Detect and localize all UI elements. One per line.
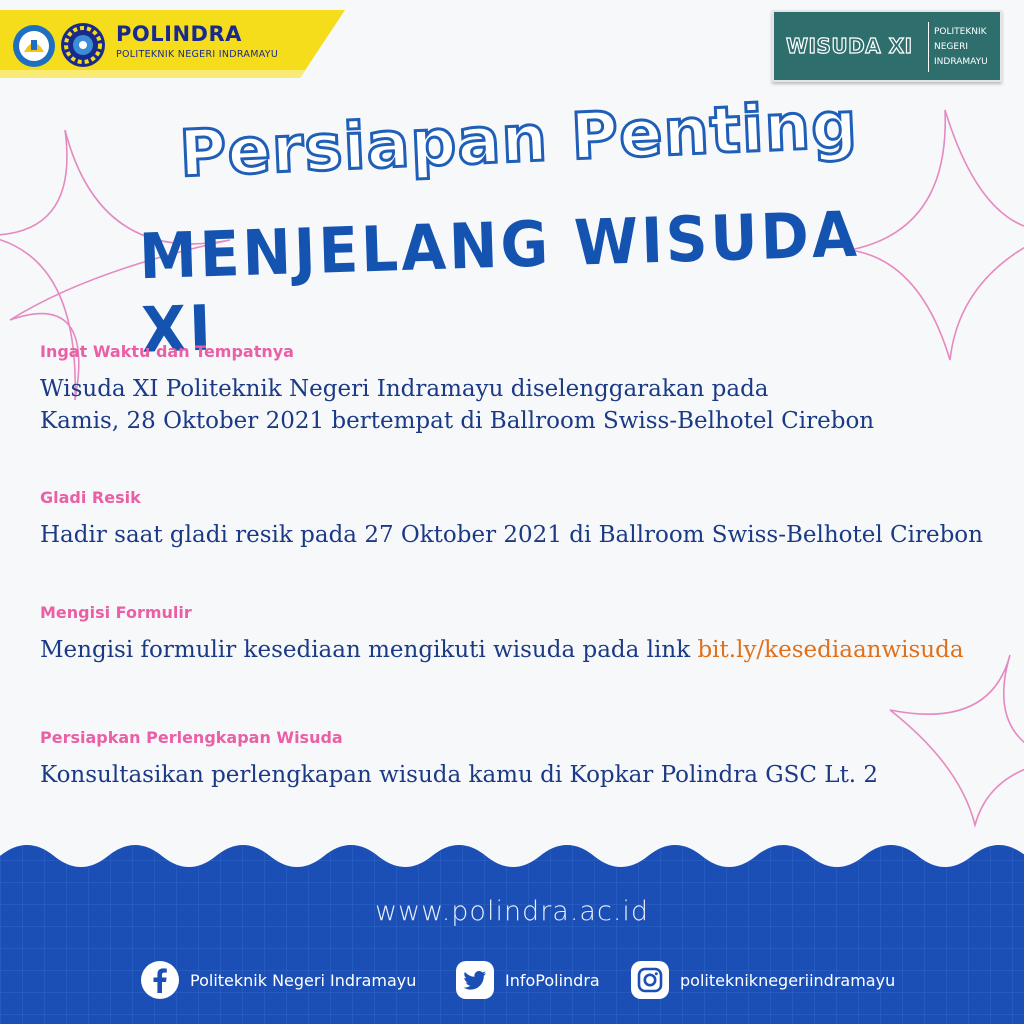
twitter-icon xyxy=(455,960,495,1000)
badge-divider xyxy=(928,22,929,72)
twitter-link[interactable] xyxy=(455,958,600,1002)
badge-org-line: INDRAMAYU xyxy=(934,57,988,67)
body-text: Mengisi formulir kesediaan mengikuti wisuda pada link xyxy=(40,637,698,663)
wisuda-badge xyxy=(772,10,1002,82)
body-line: Konsultasikan perlengkapan wisuda kamu di Kopkar Polindra GSC Lt. 2 xyxy=(40,762,879,788)
polindra-logo-icon xyxy=(60,22,106,68)
facebook-icon xyxy=(140,960,180,1000)
section-body xyxy=(40,634,1000,666)
badge-org-line: POLITEKNIK xyxy=(934,27,987,37)
body-line: Hadir saat gladi resik pada 27 Oktober 2021 di Ballroom Swiss-Belhotel Cirebon xyxy=(40,522,983,548)
section-time-place xyxy=(40,342,1000,437)
headline-line-2: MENJELANG WISUDA XI xyxy=(138,197,861,367)
headline-line-1: Persiapan Penting xyxy=(178,88,860,192)
section-body xyxy=(40,373,1000,437)
body-line: Kamis, 28 Oktober 2021 bertempat di Ballroom Swiss-Belhotel Cirebon xyxy=(40,408,875,434)
kemdikbud-logo-icon xyxy=(12,24,56,68)
brand-subtitle: POLITEKNIK NEGERI INDRAMAYU xyxy=(116,49,279,60)
section-formulir xyxy=(40,603,1000,666)
section-heading: Gladi Resik xyxy=(40,488,141,507)
badge-org xyxy=(934,25,1002,70)
facebook-link[interactable] xyxy=(140,958,416,1002)
section-heading: Mengisi Formulir xyxy=(40,603,192,622)
instagram-link[interactable] xyxy=(630,958,895,1002)
body-line: Wisuda XI Politeknik Negeri Indramayu diselenggarakan pada xyxy=(40,376,769,402)
instagram-label: politekniknegeriindramayu xyxy=(680,970,896,990)
section-perlengkapan xyxy=(40,728,1000,791)
badge-org-line: NEGERI xyxy=(934,42,968,52)
twitter-label: InfoPolindra xyxy=(505,970,600,990)
section-heading: Ingat Waktu dan Tempatnya xyxy=(40,342,294,361)
section-body xyxy=(40,759,1000,791)
instagram-icon xyxy=(630,960,670,1000)
facebook-label: Politeknik Negeri Indramayu xyxy=(190,970,417,990)
form-link[interactable]: bit.ly/kesediaanwisuda xyxy=(697,637,964,663)
section-heading: Persiapkan Perlengkapan Wisuda xyxy=(40,728,343,747)
wisuda-badge-title: WISUDA XI xyxy=(786,34,913,58)
brand-name: POLINDRA xyxy=(116,22,242,46)
section-body xyxy=(40,519,1000,551)
section-gladi-resik xyxy=(40,488,1000,551)
website-url[interactable]: www.polindra.ac.id xyxy=(374,896,650,927)
